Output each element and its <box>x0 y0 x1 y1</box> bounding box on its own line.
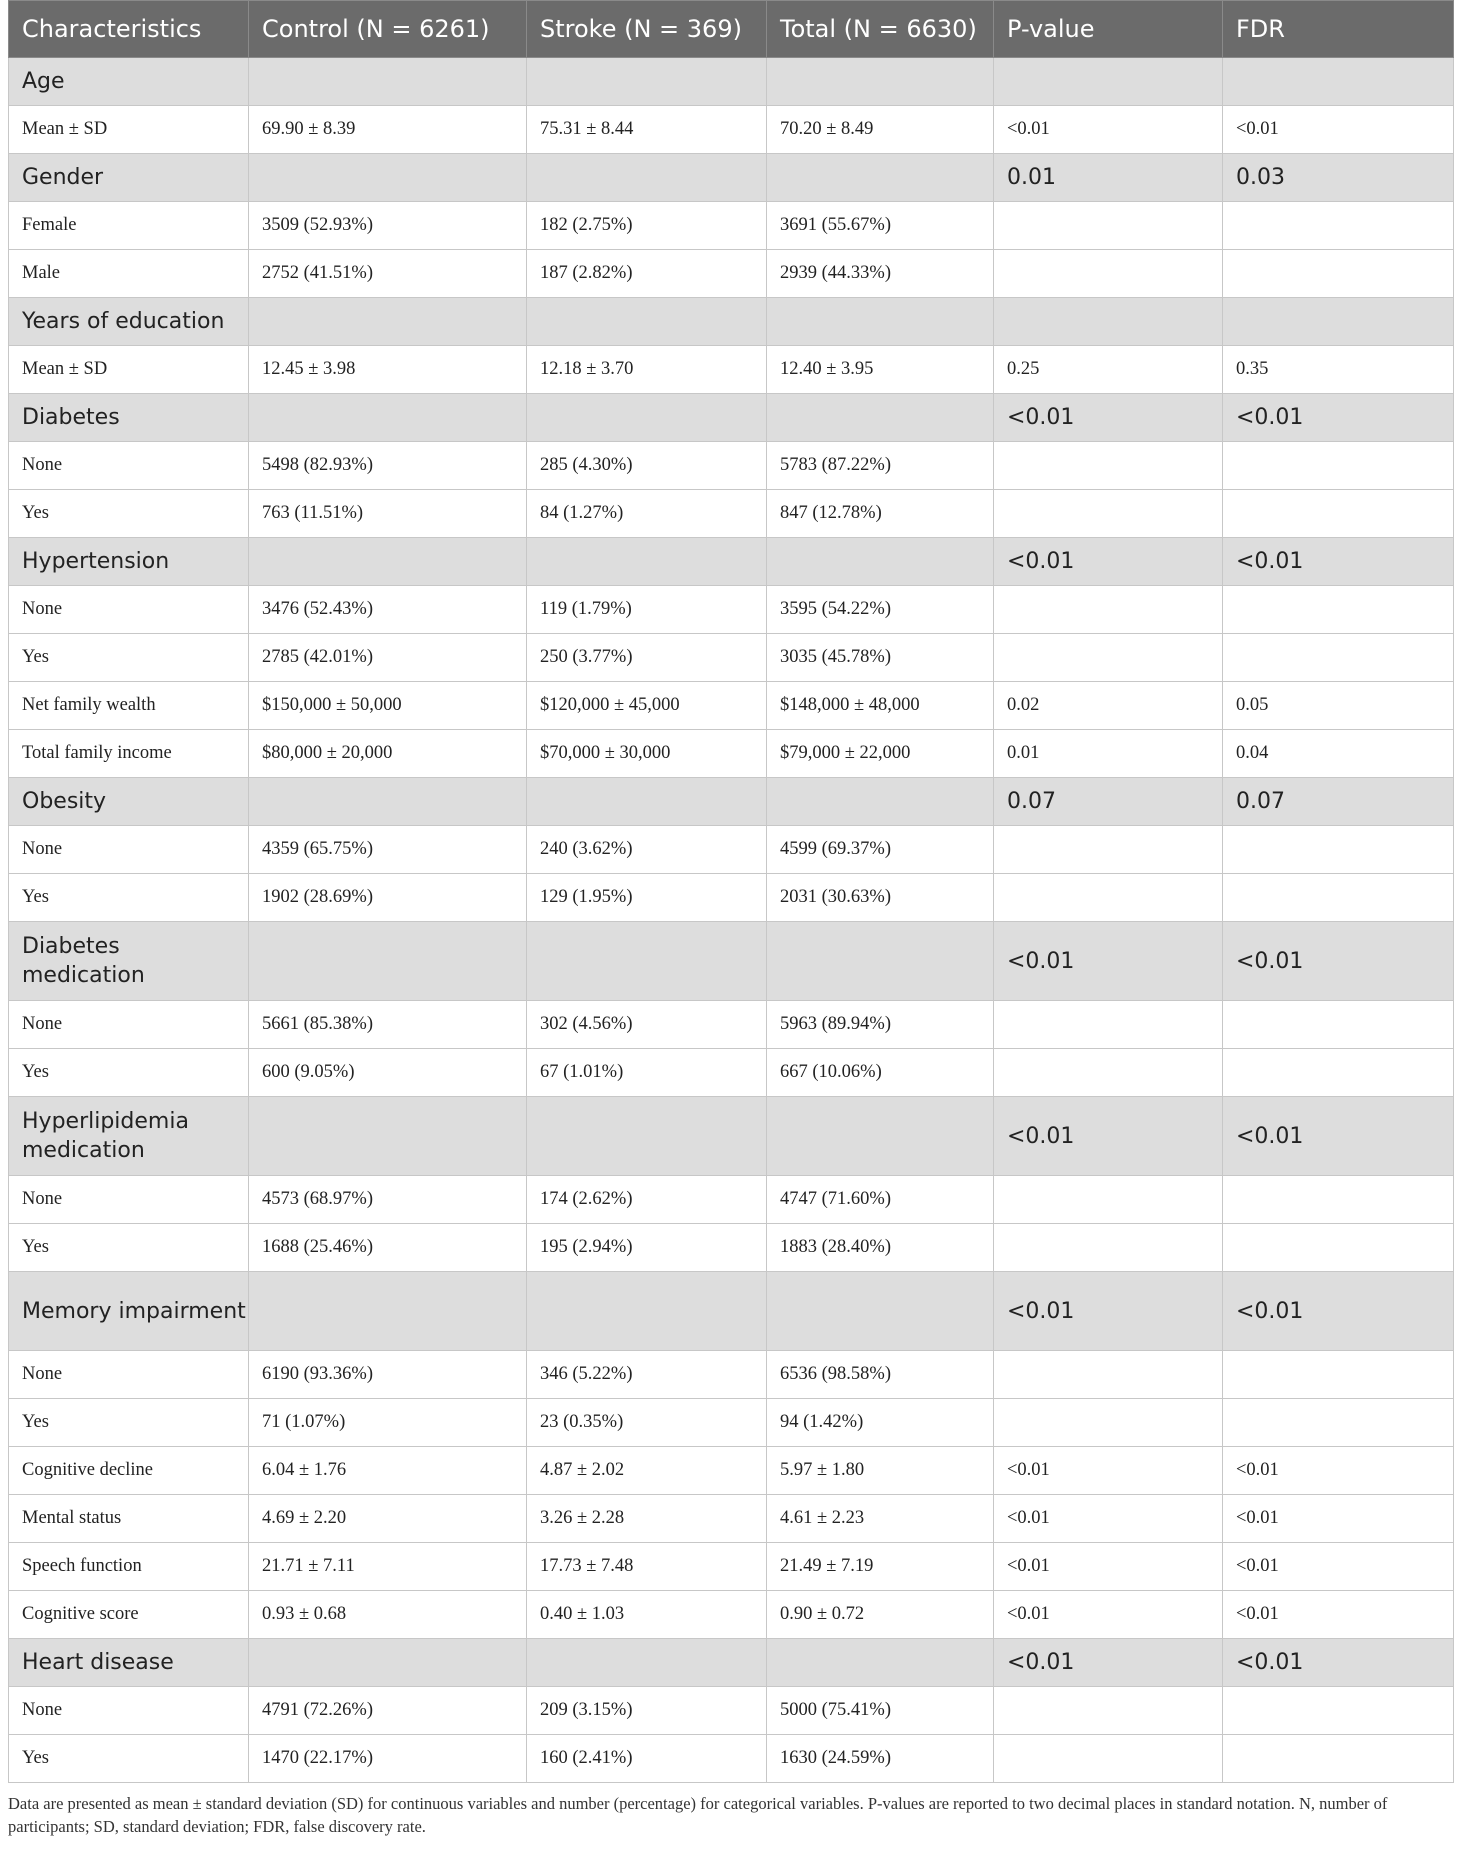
table-row <box>9 1001 1454 1049</box>
cell-characteristic: None <box>9 1687 249 1735</box>
cell-p-value <box>994 1351 1223 1399</box>
cell-characteristic: Years of education <box>9 298 249 346</box>
cell-characteristic: Male <box>9 250 249 298</box>
cell-stroke: 285 (4.30%) <box>527 442 767 490</box>
cell-characteristic: Hypertension <box>9 538 249 586</box>
cell-characteristic: Memory impairment <box>9 1272 249 1351</box>
cell-fdr: <0.01 <box>1223 106 1454 154</box>
cell-fdr: <0.01 <box>1223 922 1454 1001</box>
cell-p-value: <0.01 <box>994 1272 1223 1351</box>
cell-p-value <box>994 1176 1223 1224</box>
cell-total: 5000 (75.41%) <box>767 1687 994 1735</box>
cell-fdr: 0.03 <box>1223 154 1454 202</box>
cell-stroke: 182 (2.75%) <box>527 202 767 250</box>
section-row <box>9 778 1454 826</box>
cell-fdr <box>1223 826 1454 874</box>
cell-characteristic: Diabetes medication <box>9 922 249 1001</box>
cell-total: 94 (1.42%) <box>767 1399 994 1447</box>
header-fdr: FDR <box>1223 1 1454 58</box>
cell-stroke: 23 (0.35%) <box>527 1399 767 1447</box>
cell-stroke <box>527 538 767 586</box>
cell-p-value <box>994 58 1223 106</box>
cell-p-value <box>994 1049 1223 1097</box>
cell-stroke: 346 (5.22%) <box>527 1351 767 1399</box>
table-row <box>9 634 1454 682</box>
cell-total: 4.61 ± 2.23 <box>767 1495 994 1543</box>
cell-total: 12.40 ± 3.95 <box>767 346 994 394</box>
cell-stroke <box>527 58 767 106</box>
cell-fdr <box>1223 1687 1454 1735</box>
cell-total <box>767 154 994 202</box>
cell-total <box>767 538 994 586</box>
cell-characteristic: None <box>9 1001 249 1049</box>
cell-p-value: <0.01 <box>994 1591 1223 1639</box>
table-row <box>9 1687 1454 1735</box>
cell-total: 5.97 ± 1.80 <box>767 1447 994 1495</box>
cell-stroke: 195 (2.94%) <box>527 1224 767 1272</box>
cell-control <box>249 538 527 586</box>
cell-fdr <box>1223 202 1454 250</box>
table-row <box>9 826 1454 874</box>
cell-total: 70.20 ± 8.49 <box>767 106 994 154</box>
table-row <box>9 250 1454 298</box>
cell-fdr: <0.01 <box>1223 1495 1454 1543</box>
cell-control: 1470 (22.17%) <box>249 1735 527 1783</box>
cell-total <box>767 58 994 106</box>
cell-total: 21.49 ± 7.19 <box>767 1543 994 1591</box>
cell-total <box>767 1272 994 1351</box>
cell-fdr: 0.04 <box>1223 730 1454 778</box>
cell-fdr <box>1223 1399 1454 1447</box>
cell-fdr <box>1223 442 1454 490</box>
cell-total: 1883 (28.40%) <box>767 1224 994 1272</box>
cell-characteristic: None <box>9 1351 249 1399</box>
header-stroke: Stroke (N = 369) <box>527 1 767 58</box>
cell-characteristic: Cognitive score <box>9 1591 249 1639</box>
table-row <box>9 682 1454 730</box>
cell-control: $80,000 ± 20,000 <box>249 730 527 778</box>
cell-fdr <box>1223 1735 1454 1783</box>
cell-characteristic: None <box>9 826 249 874</box>
table-row <box>9 202 1454 250</box>
cell-stroke: 119 (1.79%) <box>527 586 767 634</box>
section-row <box>9 394 1454 442</box>
section-row <box>9 154 1454 202</box>
cell-total: 3035 (45.78%) <box>767 634 994 682</box>
table-row <box>9 1049 1454 1097</box>
cell-control: 763 (11.51%) <box>249 490 527 538</box>
cell-total: 847 (12.78%) <box>767 490 994 538</box>
cell-control: 0.93 ± 0.68 <box>249 1591 527 1639</box>
cell-characteristic: None <box>9 586 249 634</box>
cell-total: $148,000 ± 48,000 <box>767 682 994 730</box>
cell-fdr <box>1223 490 1454 538</box>
cell-control: 3476 (52.43%) <box>249 586 527 634</box>
table-row <box>9 586 1454 634</box>
cell-fdr <box>1223 1001 1454 1049</box>
cell-p-value <box>994 250 1223 298</box>
section-row <box>9 58 1454 106</box>
cell-stroke: 67 (1.01%) <box>527 1049 767 1097</box>
cell-fdr: <0.01 <box>1223 1272 1454 1351</box>
characteristics-table <box>8 0 1454 1783</box>
cell-fdr: <0.01 <box>1223 1639 1454 1687</box>
cell-stroke: 250 (3.77%) <box>527 634 767 682</box>
cell-control: 5661 (85.38%) <box>249 1001 527 1049</box>
table-row <box>9 1495 1454 1543</box>
cell-stroke: 75.31 ± 8.44 <box>527 106 767 154</box>
cell-characteristic: Obesity <box>9 778 249 826</box>
table-row <box>9 1543 1454 1591</box>
cell-total <box>767 922 994 1001</box>
cell-total <box>767 778 994 826</box>
cell-control: 69.90 ± 8.39 <box>249 106 527 154</box>
table-header <box>9 1 1454 58</box>
cell-p-value: <0.01 <box>994 1543 1223 1591</box>
cell-stroke <box>527 394 767 442</box>
cell-p-value <box>994 1399 1223 1447</box>
cell-total: $79,000 ± 22,000 <box>767 730 994 778</box>
table-container <box>8 0 1453 1838</box>
cell-p-value: <0.01 <box>994 922 1223 1001</box>
cell-stroke <box>527 1097 767 1176</box>
table-row <box>9 1224 1454 1272</box>
cell-control: 3509 (52.93%) <box>249 202 527 250</box>
cell-p-value: <0.01 <box>994 106 1223 154</box>
cell-fdr <box>1223 1224 1454 1272</box>
cell-control <box>249 154 527 202</box>
cell-control: 12.45 ± 3.98 <box>249 346 527 394</box>
cell-control: 2752 (41.51%) <box>249 250 527 298</box>
cell-control <box>249 58 527 106</box>
cell-p-value <box>994 202 1223 250</box>
cell-fdr: <0.01 <box>1223 1097 1454 1176</box>
header-total: Total (N = 6630) <box>767 1 994 58</box>
header-characteristics: Characteristics <box>9 1 249 58</box>
table-row <box>9 1735 1454 1783</box>
cell-total: 4747 (71.60%) <box>767 1176 994 1224</box>
cell-stroke: 84 (1.27%) <box>527 490 767 538</box>
cell-control <box>249 394 527 442</box>
cell-p-value <box>994 1224 1223 1272</box>
section-row <box>9 538 1454 586</box>
cell-total: 1630 (24.59%) <box>767 1735 994 1783</box>
cell-total: 2939 (44.33%) <box>767 250 994 298</box>
cell-fdr: 0.07 <box>1223 778 1454 826</box>
cell-characteristic: Cognitive decline <box>9 1447 249 1495</box>
cell-characteristic: Heart disease <box>9 1639 249 1687</box>
cell-p-value: 0.25 <box>994 346 1223 394</box>
cell-fdr <box>1223 58 1454 106</box>
cell-control: 71 (1.07%) <box>249 1399 527 1447</box>
cell-total <box>767 394 994 442</box>
section-row <box>9 1639 1454 1687</box>
cell-stroke: 0.40 ± 1.03 <box>527 1591 767 1639</box>
cell-fdr: <0.01 <box>1223 1591 1454 1639</box>
cell-control <box>249 1097 527 1176</box>
cell-characteristic: Total family income <box>9 730 249 778</box>
cell-fdr <box>1223 1351 1454 1399</box>
cell-p-value: <0.01 <box>994 1097 1223 1176</box>
cell-p-value <box>994 1687 1223 1735</box>
cell-p-value <box>994 1001 1223 1049</box>
cell-total: 3595 (54.22%) <box>767 586 994 634</box>
cell-control <box>249 1272 527 1351</box>
cell-stroke: 174 (2.62%) <box>527 1176 767 1224</box>
cell-fdr: 0.05 <box>1223 682 1454 730</box>
cell-characteristic: Diabetes <box>9 394 249 442</box>
cell-total <box>767 1639 994 1687</box>
cell-stroke <box>527 298 767 346</box>
cell-p-value <box>994 1735 1223 1783</box>
cell-fdr <box>1223 298 1454 346</box>
cell-p-value: <0.01 <box>994 1447 1223 1495</box>
cell-total: 0.90 ± 0.72 <box>767 1591 994 1639</box>
cell-control: $150,000 ± 50,000 <box>249 682 527 730</box>
cell-total <box>767 298 994 346</box>
cell-control: 1688 (25.46%) <box>249 1224 527 1272</box>
table-row <box>9 346 1454 394</box>
cell-stroke: $120,000 ± 45,000 <box>527 682 767 730</box>
cell-total: 5783 (87.22%) <box>767 442 994 490</box>
section-row <box>9 922 1454 1001</box>
cell-fdr: <0.01 <box>1223 394 1454 442</box>
cell-characteristic: Hyperlipidemia medication <box>9 1097 249 1176</box>
cell-characteristic: Yes <box>9 1224 249 1272</box>
table-footnote: Data are presented as mean ± standard deviation (SD) for continuous variables and number (percentage) for categorical variables. P-values are reported to two decimal places in standard notation. N, number of participants; SD, standard deviation; FDR, false discovery rate. <box>8 1794 1388 1836</box>
cell-total: 4599 (69.37%) <box>767 826 994 874</box>
cell-stroke: 302 (4.56%) <box>527 1001 767 1049</box>
cell-control <box>249 922 527 1001</box>
cell-fdr <box>1223 1049 1454 1097</box>
cell-stroke <box>527 922 767 1001</box>
cell-p-value <box>994 874 1223 922</box>
cell-p-value: 0.01 <box>994 154 1223 202</box>
cell-characteristic: Yes <box>9 874 249 922</box>
cell-characteristic: Yes <box>9 490 249 538</box>
cell-p-value: <0.01 <box>994 1495 1223 1543</box>
cell-total: 5963 (89.94%) <box>767 1001 994 1049</box>
section-row <box>9 1097 1454 1176</box>
table-row <box>9 490 1454 538</box>
cell-control <box>249 1639 527 1687</box>
cell-control: 1902 (28.69%) <box>249 874 527 922</box>
section-row <box>9 298 1454 346</box>
table-row <box>9 874 1454 922</box>
cell-total: 6536 (98.58%) <box>767 1351 994 1399</box>
cell-stroke: 3.26 ± 2.28 <box>527 1495 767 1543</box>
cell-control: 21.71 ± 7.11 <box>249 1543 527 1591</box>
cell-characteristic: Yes <box>9 1049 249 1097</box>
cell-total: 3691 (55.67%) <box>767 202 994 250</box>
cell-characteristic: Mean ± SD <box>9 346 249 394</box>
table-row <box>9 1399 1454 1447</box>
cell-stroke: 12.18 ± 3.70 <box>527 346 767 394</box>
cell-characteristic: None <box>9 1176 249 1224</box>
table-row <box>9 1176 1454 1224</box>
cell-fdr <box>1223 250 1454 298</box>
cell-fdr <box>1223 874 1454 922</box>
cell-control: 6190 (93.36%) <box>249 1351 527 1399</box>
cell-fdr: <0.01 <box>1223 538 1454 586</box>
cell-control <box>249 298 527 346</box>
cell-p-value: <0.01 <box>994 394 1223 442</box>
cell-p-value: 0.01 <box>994 730 1223 778</box>
cell-fdr <box>1223 634 1454 682</box>
cell-p-value: <0.01 <box>994 538 1223 586</box>
header-p-value: P-value <box>994 1 1223 58</box>
cell-characteristic: Mental status <box>9 1495 249 1543</box>
cell-p-value <box>994 298 1223 346</box>
cell-p-value: <0.01 <box>994 1639 1223 1687</box>
cell-p-value <box>994 490 1223 538</box>
cell-control: 4791 (72.26%) <box>249 1687 527 1735</box>
cell-characteristic: None <box>9 442 249 490</box>
cell-stroke: $70,000 ± 30,000 <box>527 730 767 778</box>
cell-characteristic: Yes <box>9 1735 249 1783</box>
cell-control: 2785 (42.01%) <box>249 634 527 682</box>
cell-stroke: 4.87 ± 2.02 <box>527 1447 767 1495</box>
section-row <box>9 1272 1454 1351</box>
cell-control: 600 (9.05%) <box>249 1049 527 1097</box>
cell-stroke <box>527 1272 767 1351</box>
table-row <box>9 106 1454 154</box>
cell-characteristic: Female <box>9 202 249 250</box>
header-control: Control (N = 6261) <box>249 1 527 58</box>
cell-control <box>249 778 527 826</box>
cell-p-value <box>994 634 1223 682</box>
cell-control: 4.69 ± 2.20 <box>249 1495 527 1543</box>
cell-control: 6.04 ± 1.76 <box>249 1447 527 1495</box>
table-row <box>9 442 1454 490</box>
cell-stroke: 17.73 ± 7.48 <box>527 1543 767 1591</box>
cell-characteristic: Yes <box>9 1399 249 1447</box>
cell-fdr: 0.35 <box>1223 346 1454 394</box>
cell-characteristic: Yes <box>9 634 249 682</box>
cell-control: 5498 (82.93%) <box>249 442 527 490</box>
table-row <box>9 1351 1454 1399</box>
cell-fdr: <0.01 <box>1223 1447 1454 1495</box>
cell-stroke <box>527 778 767 826</box>
cell-fdr: <0.01 <box>1223 1543 1454 1591</box>
cell-characteristic: Speech function <box>9 1543 249 1591</box>
table-row <box>9 1591 1454 1639</box>
cell-p-value: 0.02 <box>994 682 1223 730</box>
cell-characteristic: Gender <box>9 154 249 202</box>
cell-stroke <box>527 154 767 202</box>
cell-characteristic: Mean ± SD <box>9 106 249 154</box>
cell-total <box>767 1097 994 1176</box>
header-row <box>9 1 1454 58</box>
cell-control: 4573 (68.97%) <box>249 1176 527 1224</box>
cell-p-value: 0.07 <box>994 778 1223 826</box>
table-row <box>9 1447 1454 1495</box>
cell-stroke: 187 (2.82%) <box>527 250 767 298</box>
cell-total: 667 (10.06%) <box>767 1049 994 1097</box>
cell-stroke: 209 (3.15%) <box>527 1687 767 1735</box>
table-body <box>9 58 1454 1783</box>
cell-p-value <box>994 826 1223 874</box>
cell-stroke <box>527 1639 767 1687</box>
table-row <box>9 730 1454 778</box>
cell-characteristic: Age <box>9 58 249 106</box>
cell-control: 4359 (65.75%) <box>249 826 527 874</box>
cell-fdr <box>1223 586 1454 634</box>
cell-p-value <box>994 586 1223 634</box>
cell-stroke: 240 (3.62%) <box>527 826 767 874</box>
cell-stroke: 129 (1.95%) <box>527 874 767 922</box>
cell-characteristic: Net family wealth <box>9 682 249 730</box>
cell-fdr <box>1223 1176 1454 1224</box>
cell-stroke: 160 (2.41%) <box>527 1735 767 1783</box>
cell-total: 2031 (30.63%) <box>767 874 994 922</box>
cell-p-value <box>994 442 1223 490</box>
